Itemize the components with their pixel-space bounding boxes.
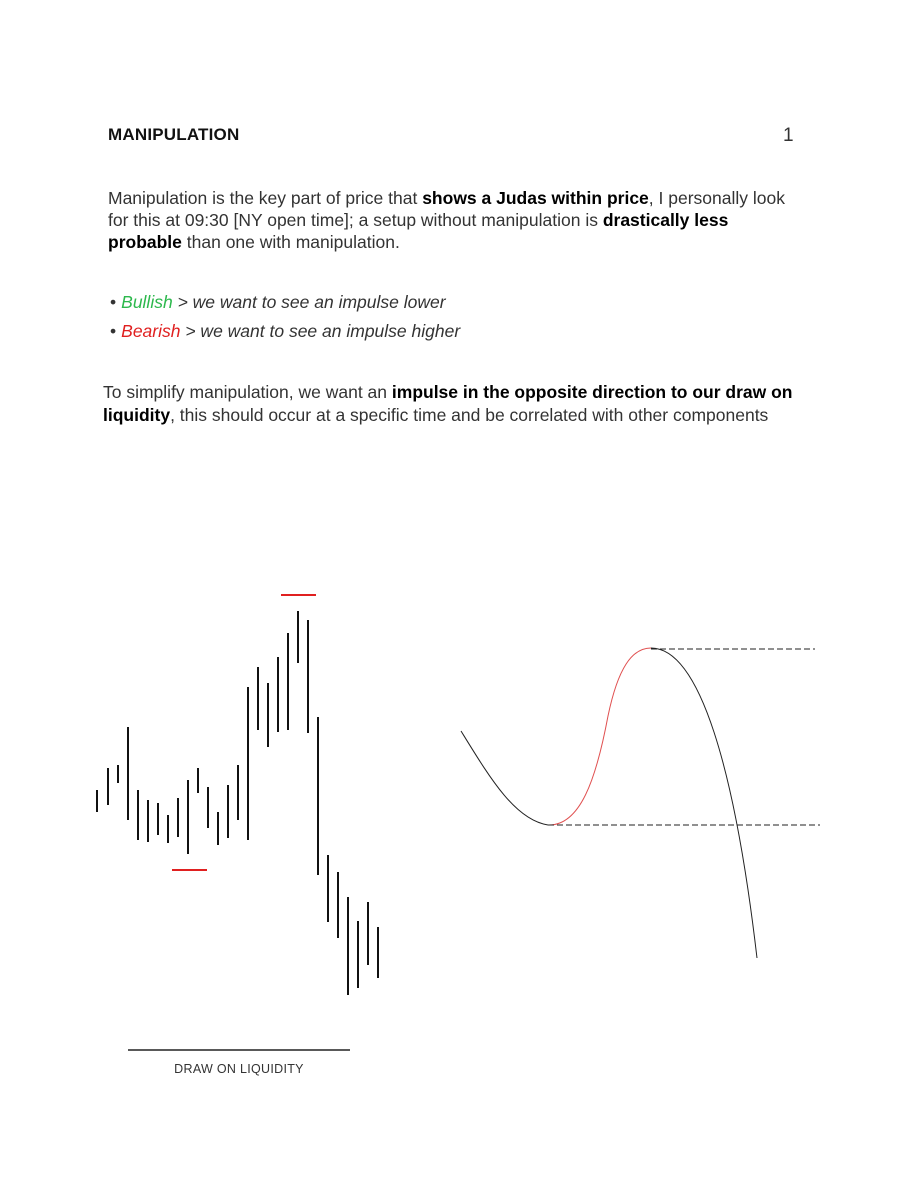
bullet-dot: • — [110, 292, 117, 312]
bullish-text: > we want to see an impulse lower — [172, 292, 446, 312]
intro-text-1: Manipulation is the key part of price that — [108, 188, 423, 208]
intro-text-2: , I personally look for this at 09:30 [NY open time]; a setup without manipulation is — [108, 188, 785, 230]
summary-text-2: , this should occur at a specific time and be correlated with other components — [170, 404, 769, 425]
bearish-text: > we want to see an impulse higher — [180, 321, 461, 341]
price-bars — [97, 611, 378, 995]
summary-text-1: To simplify manipulation, we want an — [103, 382, 392, 402]
decline-curve — [461, 731, 548, 825]
bearish-label: Bearish — [121, 321, 181, 341]
intro-text-3: than one with manipulation. — [181, 232, 400, 252]
summary-emphasis: impulse in the opposite direction to our draw on liquidity — [103, 382, 793, 425]
impulse-curve — [548, 648, 651, 825]
intro-emphasis-judas: shows a Judas within price — [422, 188, 649, 208]
reversal-curve — [651, 648, 757, 958]
page-number: 1 — [783, 125, 794, 146]
intro-emphasis-probability: drastically less probable — [108, 210, 729, 252]
bullish-label: Bullish — [121, 292, 173, 312]
page-title: MANIPULATION — [108, 125, 240, 144]
draw-on-liquidity-caption: DRAW ON LIQUIDITY — [174, 1062, 304, 1076]
bullet-dot: • — [110, 321, 117, 341]
